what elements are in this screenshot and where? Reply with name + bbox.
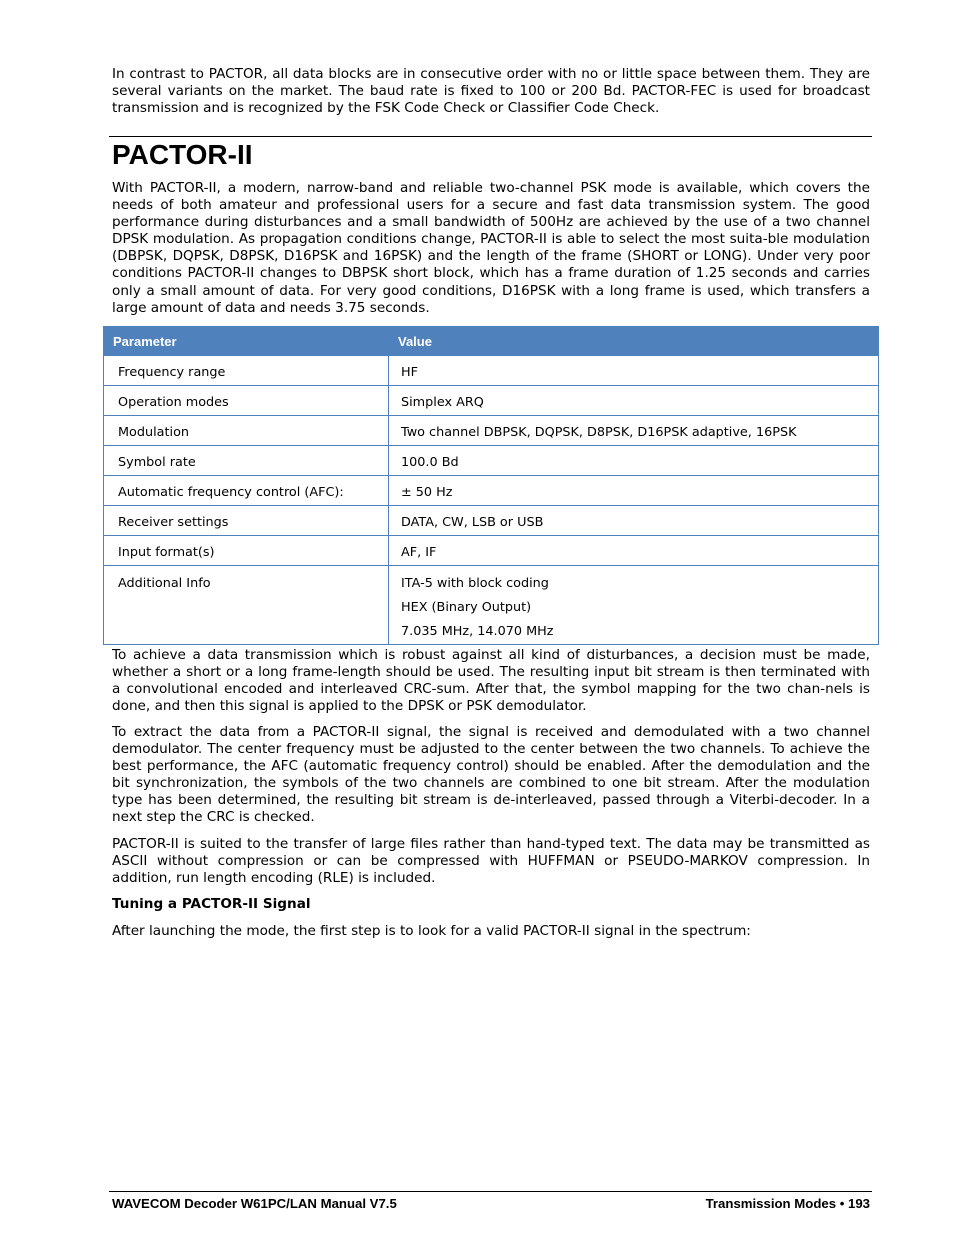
param-cell: Receiver settings [104, 506, 389, 536]
section-title: PACTOR-II [112, 139, 253, 170]
footer-rule [109, 1191, 872, 1192]
value-cell: AF, IF [389, 536, 879, 566]
param-cell: Operation modes [104, 386, 389, 416]
value-cell [389, 566, 879, 645]
intro-paragraph: In contrast to PACTOR, all data blocks are in consecutive order with no or little space between them. They are several variants on the market. The baud rate is fixed to 100 or 200 Bd. PACTOR-FEC is used for broadcast transmission and is recognized by the FSK Code Check or Classifier Code Check. [112, 66, 870, 117]
value-line: ITA-5 with block coding [401, 576, 549, 591]
paragraph-transmission: To achieve a data transmission which is robust against all kind of disturbances, a decision must be made, whether a short or a long frame-length should be used. The resulting input bit stream is then terminated with a convolutional encoded and interleaved CRC-sum. After that, the symbol mapping for the two chan-nels is done, and then this signal is applied to the DPSK or PSK demodulator. [112, 647, 870, 715]
table-row [104, 416, 879, 446]
subheading-tuning: Tuning a PACTOR-II Signal [112, 896, 311, 912]
footer-page-info: Transmission Modes • 193 [705, 1196, 870, 1211]
value-cell: HF [389, 356, 879, 386]
value-cell: DATA, CW, LSB or USB [389, 506, 879, 536]
value-cell: ± 50 Hz [389, 476, 879, 506]
table-row [104, 386, 879, 416]
table-row [104, 446, 879, 476]
parameter-table [103, 326, 879, 645]
value-cell: Simplex ARQ [389, 386, 879, 416]
table-row [104, 476, 879, 506]
param-cell: Symbol rate [104, 446, 389, 476]
table-row [104, 536, 879, 566]
table-header-row [104, 327, 879, 356]
paragraph-compression: PACTOR-II is suited to the transfer of large files rather than hand-typed text. The data may be transmitted as ASCII without compression or can be compressed with HUFFMAN or PSEUDO-MARKOV compression. In addition, run length encoding (RLE) is included. [112, 836, 870, 887]
param-cell: Input format(s) [104, 536, 389, 566]
param-cell: Frequency range [104, 356, 389, 386]
param-cell: Modulation [104, 416, 389, 446]
header-value: Value [389, 327, 879, 356]
table-row [104, 506, 879, 536]
paragraph-tuning: After launching the mode, the first step is to look for a valid PACTOR-II signal in the spectrum: [112, 923, 751, 939]
param-cell [104, 566, 389, 645]
footer-manual-title: WAVECOM Decoder W61PC/LAN Manual V7.5 [112, 1196, 397, 1211]
param-label: Additional Info [118, 576, 211, 591]
table-row [104, 356, 879, 386]
paragraph-demodulation: To extract the data from a PACTOR-II signal, the signal is received and demodulated with a two channel demodulator. The center frequency must be adjusted to the center between the two channels. To achieve the best performance, the AFC (automatic frequency control) should be enabled. After the demodulation and the bit synchronization, the symbols of the two channels are combined to one bit stream. After the modulation type has been determined, the resulting bit stream is de-interleaved, passed through a Viterbi-decoder. In a next step the CRC is checked. [112, 724, 870, 826]
param-cell: Automatic frequency control (AFC): [104, 476, 389, 506]
value-line: HEX (Binary Output) [401, 600, 532, 615]
table-row [104, 566, 879, 645]
value-cell: Two channel DBPSK, DQPSK, D8PSK, D16PSK adaptive, 16PSK [389, 416, 879, 446]
value-line: 7.035 MHz, 14.070 MHz [401, 624, 554, 639]
value-cell: 100.0 Bd [389, 446, 879, 476]
paragraph-overview: With PACTOR-II, a modern, narrow-band and reliable two-channel PSK mode is available, which covers the needs of both amateur and professional users for a secure and fast data transmission system. The good performance during disturbances and a small bandwidth of 500Hz are achieved by the use of a two channel DPSK modulation. As propagation conditions change, PACTOR-II is able to select the most suita-ble modulation (DBPSK, DQPSK, D8PSK, D16PSK and 16PSK) and the length of the frame (SHORT or LONG). Under very poor conditions PACTOR-II changes to DBPSK short block, which has a frame duration of 1.25 seconds and carries only a small amount of data. For very good conditions, D16PSK with a long frame is used, which transfers a large amount of data and needs 3.75 seconds. [112, 180, 870, 316]
header-parameter: Parameter [104, 327, 389, 356]
